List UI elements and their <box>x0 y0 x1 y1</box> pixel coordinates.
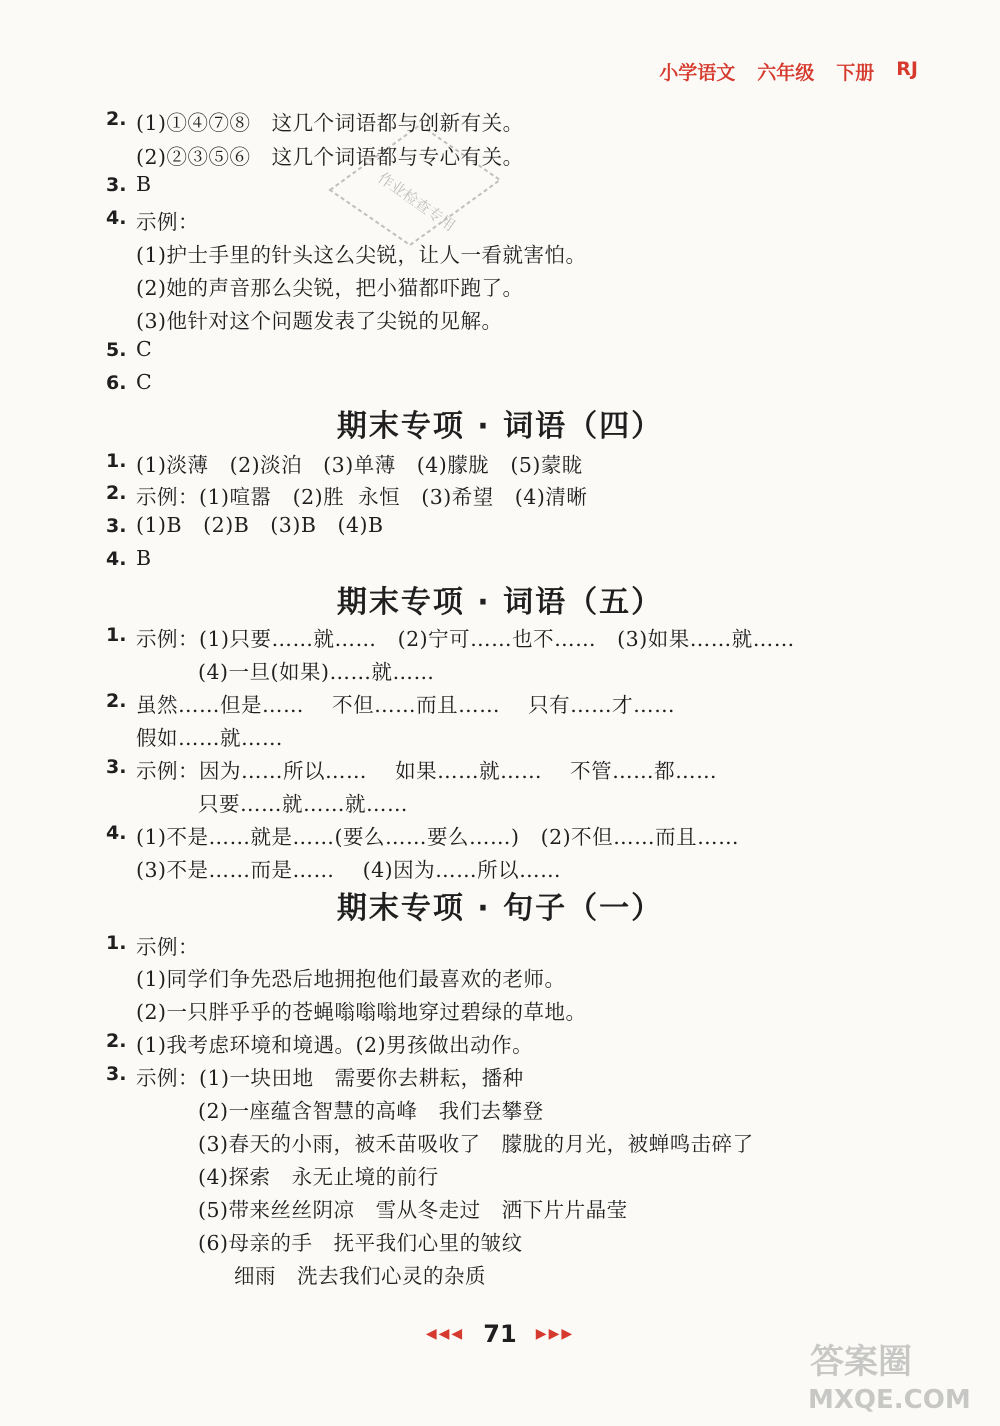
watermark-line1: 答案圈 <box>810 1342 912 1382</box>
answer-line: 只要……就……就…… <box>198 792 408 816</box>
answer-line: (1)我考虑环境和境遇。(2)男孩做出动作。 <box>136 1033 534 1057</box>
answer-line: (5)带来丝丝阴凉 雪从冬走过 洒下片片晶莹 <box>198 1198 628 1222</box>
header-grade: 六年级 <box>757 62 815 84</box>
header-volume: 下册 <box>836 62 875 84</box>
answer-line: (1)同学们争先恐后地拥抱他们最喜欢的老师。 <box>136 967 566 991</box>
answer-line: 细雨 洗去我们心灵的杂质 <box>234 1264 487 1288</box>
question-number: 3. <box>106 1063 127 1085</box>
stamp-text: 作业检查专用 <box>374 168 459 235</box>
page-number: 71 <box>483 1320 517 1348</box>
answer-line: 假如……就…… <box>136 726 283 750</box>
question-number: 3. <box>106 174 127 196</box>
question-number: 2. <box>106 1030 127 1052</box>
answer-line: (4)一旦(如果)……就…… <box>198 660 435 684</box>
question-number: 1. <box>106 624 127 646</box>
answer-line: (1)①④⑦⑧ 这几个词语都与创新有关。 <box>136 111 524 135</box>
question-number: 4. <box>106 548 127 570</box>
section-title: 期末专项 · 词语（五） <box>336 585 664 620</box>
site-watermark-icon <box>800 1328 990 1418</box>
answer-line: (6)母亲的手 抚平我们心里的皱纹 <box>198 1231 523 1255</box>
answer-line: 虽然……但是…… 不但……而且…… 只有……才…… <box>136 693 676 717</box>
answer-line: (2)一座蕴含智慧的高峰 我们去攀登 <box>198 1099 544 1123</box>
header-subject: 小学语文 <box>659 62 736 84</box>
answer-line: (1)淡薄 (2)淡泊 (3)单薄 (4)朦胧 (5)蒙眬 <box>136 453 583 477</box>
answer-line: (1)B (2)B (3)B (4)B <box>136 513 384 537</box>
answer-line: (2)②③⑤⑥ 这几个词语都与专心有关。 <box>136 145 524 169</box>
section-title: 期末专项 · 词语（四） <box>336 409 664 444</box>
question-number: 2. <box>106 690 127 712</box>
watermark-line2: MXQE.COM <box>808 1385 971 1415</box>
next-arrows-icon: ▶▶▶ <box>535 1326 575 1342</box>
question-number: 3. <box>106 756 127 778</box>
page-header <box>659 58 918 85</box>
answer-line: (2)一只胖乎乎的苍蝇嗡嗡嗡地穿过碧绿的草地。 <box>136 1000 587 1024</box>
answer-line: 示例：(1)喧嚣 (2)胜 永恒 (3)希望 (4)清晰 <box>136 485 588 509</box>
question-number: 1. <box>106 450 127 472</box>
question-number: 1. <box>106 932 127 954</box>
question-number: 2. <box>106 108 127 130</box>
answer-line: 示例： <box>136 210 199 234</box>
answer-line: (1)护士手里的针头这么尖锐，让人一看就害怕。 <box>136 243 587 267</box>
answer-line: 示例：(1)只要……就…… (2)宁可……也不…… (3)如果……就…… <box>136 627 795 651</box>
answer-line: (3)不是……而是…… (4)因为……所以…… <box>136 858 562 882</box>
header-edition: RJ <box>896 58 918 80</box>
answer-line: B <box>136 546 152 570</box>
answer-line: (2)她的声音那么尖锐，把小猫都吓跑了。 <box>136 276 524 300</box>
prev-arrows-icon: ◀◀◀ <box>425 1326 465 1342</box>
answer-line: (4)探索 永无止境的前行 <box>198 1165 439 1189</box>
question-number: 2. <box>106 482 127 504</box>
answer-line: (3)春天的小雨，被禾苗吸收了 朦胧的月光，被蝉鸣击碎了 <box>198 1132 754 1156</box>
answer-line: 示例：因为……所以…… 如果……就…… 不管……都…… <box>136 759 718 783</box>
question-number: 4. <box>106 822 127 844</box>
answer-line: C <box>136 337 153 361</box>
answer-line: C <box>136 370 153 394</box>
section-title: 期末专项 · 句子（一） <box>336 891 664 926</box>
question-number: 5. <box>106 339 127 361</box>
question-number: 3. <box>106 515 127 537</box>
question-number: 4. <box>106 207 127 229</box>
question-number: 6. <box>106 372 127 394</box>
answer-line: (3)他针对这个问题发表了尖锐的见解。 <box>136 309 503 333</box>
answer-line: 示例： <box>136 935 199 959</box>
answer-line: (1)不是……就是……(要么……要么……) (2)不但……而且…… <box>136 825 740 849</box>
answer-line: B <box>136 172 152 196</box>
answer-line: 示例：(1)一块田地 需要你去耕耘，播种 <box>136 1066 524 1090</box>
